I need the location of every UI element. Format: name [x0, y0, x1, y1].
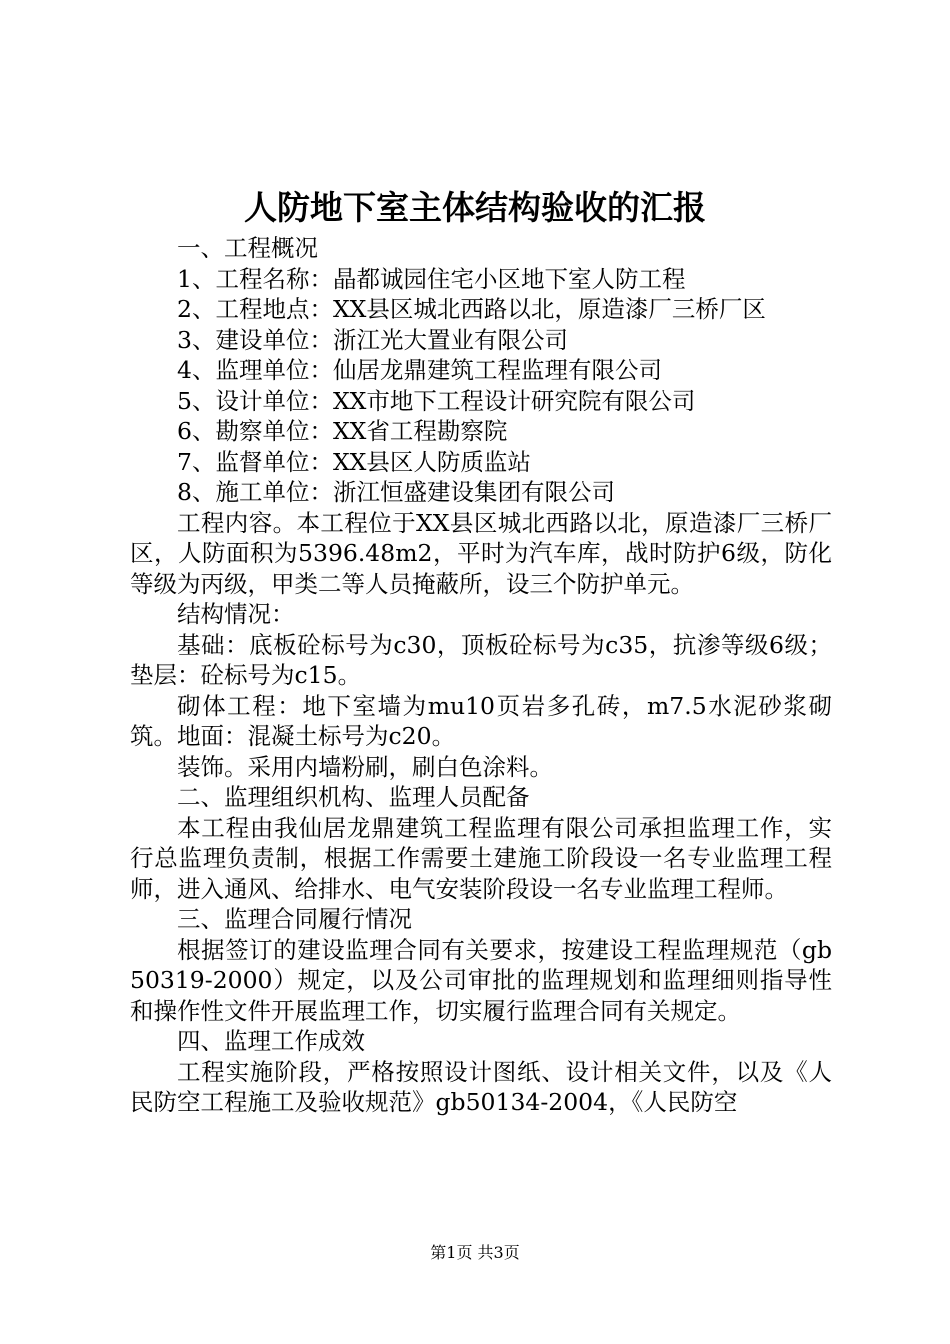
paragraph-decoration: 装饰。采用内墙粉刷，刷白色涂料。: [177, 752, 553, 781]
section-heading-overview: 一、工程概况: [177, 234, 318, 262]
paragraph-masonry: 砌体工程：地下室墙为mu10页岩多孔砖，m7.5水泥砂浆砌筑。地面：混凝土标号为c20。: [130, 691, 832, 750]
list-item-project-name: 1、工程名称：晶都诚园住宅小区地下室人防工程: [177, 264, 686, 293]
paragraph-organization: 本工程由我仙居龙鼎建筑工程监理有限公司承担监理工作，实行总监理负责制，根据工作需要土建施工阶段设一名专业监理工程师，进入通风、给排水、电气安装阶段设一名专业监理工程师。: [130, 813, 832, 903]
list-item-supervision-unit: 4、监理单位：仙居龙鼎建筑工程监理有限公司: [177, 356, 662, 384]
paragraph-structure-heading: 结构情况：: [177, 600, 295, 628]
list-item-construction-unit: 3、建设单位：浙江光大置业有限公司: [177, 325, 568, 354]
list-item-project-location: 2、工程地点：XX县区城北西路以北，原造漆厂三桥厂区: [177, 295, 766, 323]
paragraph-results: 工程实施阶段，严格按照设计图纸、设计相关文件，以及《人民防空工程施工及验收规范》gb50134-2004，《人民防空: [130, 1057, 832, 1116]
document-body: [130, 233, 832, 1118]
list-item-contractor: 8、施工单位：浙江恒盛建设集团有限公司: [177, 478, 615, 506]
list-item-survey-unit: 6、勘察单位：XX省工程勘察院: [177, 417, 508, 445]
document-title: 人防地下室主体结构验收的汇报: [244, 188, 706, 227]
section-heading-results: 四、监理工作成效: [177, 1027, 365, 1055]
paragraph-foundation: 基础：底板砼标号为c30，顶板砼标号为c35，抗渗等级6级；垫层：砼标号为c15。: [130, 630, 832, 689]
section-heading-organization: 二、监理组织机构、监理人员配备: [177, 783, 530, 811]
paragraph-contract: 根据签订的建设监理合同有关要求，按建设工程监理规范（gb50319-2000）规定，以及公司审批的监理规划和监理细则指导性和操作性文件开展监理工作，切实履行监理合同有关规定。: [130, 935, 832, 1025]
page-number-footer: 第1页 共3页: [430, 1243, 520, 1262]
section-heading-contract: 三、监理合同履行情况: [177, 905, 412, 933]
list-item-oversight-unit: 7、监督单位：XX县区人防质监站: [177, 447, 531, 476]
list-item-design-unit: 5、设计单位：XX市地下工程设计研究院有限公司: [177, 386, 696, 415]
paragraph-project-content: 工程内容。本工程位于XX县区城北西路以北，原造漆厂三桥厂区，人防面积为5396.48m2，平时为汽车库，战时防护6级，防化等级为丙级，甲类二等人员掩蔽所，设三个防护单元。: [130, 508, 832, 598]
